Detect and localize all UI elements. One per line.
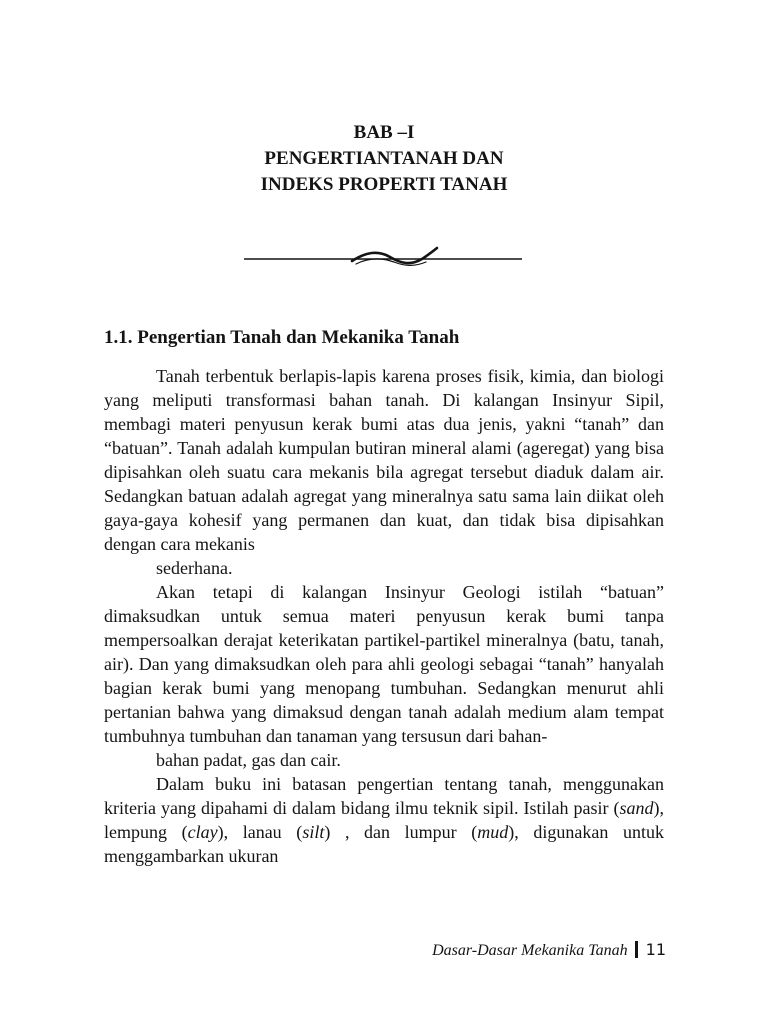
flourish-divider-icon xyxy=(244,240,522,274)
page-number: 11 xyxy=(645,940,666,959)
paragraph-3 xyxy=(104,772,664,868)
chapter-heading xyxy=(0,120,768,198)
running-title: Dasar-Dasar Mekanika Tanah xyxy=(432,942,628,959)
chapter-title-line-1: PENGERTIANTANAH DAN xyxy=(264,148,504,169)
paragraph-1-text: Tanah terbentuk berlapis-lapis karena proses fisik, kimia, dan biologi yang meliputi transformasi bahan tanah. Di kalangan Insinyur Sipil, membagi materi penyusun kerak bumi atas dua jenis, yakni “tanah” dan “batuan”. Tanah adalah kumpulan butiran mineral alami (ageregat) yang bisa dipisahkan oleh suatu cara mekanis bila agregat tersebut diaduk dalam air. Sedangkan batuan adalah agregat yang mineralnya satu sama lain diikat oleh gaya-gaya kohesif yang permanen dan kuat, dan tidak bisa dipisahkan dengan cara mekanis xyxy=(104,366,664,554)
term-silt: silt xyxy=(302,822,325,842)
paragraph-3-text-c: ), lanau ( xyxy=(217,822,303,842)
paragraph-1 xyxy=(104,364,664,580)
paragraph-2 xyxy=(104,580,664,772)
term-sand: sand xyxy=(619,798,654,818)
page-footer xyxy=(0,938,666,963)
chapter-number: BAB –I xyxy=(353,122,415,143)
paragraph-1-end: sederhana. xyxy=(156,558,233,578)
body-text xyxy=(104,364,664,868)
paragraph-3-text-b: ), lempung ( xyxy=(104,798,664,842)
chapter-title-line-2: INDEKS PROPERTI TANAH xyxy=(260,174,508,195)
paragraph-3-text-d: ) , dan lumpur ( xyxy=(324,822,478,842)
paragraph-3-text-e: ), digunakan untuk menggambarkan ukuran xyxy=(104,822,664,866)
term-clay: clay xyxy=(187,822,218,842)
paragraph-2-text: Akan tetapi di kalangan Insinyur Geologi istilah “batuan” dimaksudkan untuk semua materi penyusun kerak bumi tanpa mempersoalkan derajat keterikatan partikel-partikel mineralnya (batu, tanah, air). Dan yang dimaksudkan oleh para ahli geologi sebagai “tanah” hanyalah bagian kerak bumi yang menopang tumbuhan. Sedangkan menurut ahli pertanian bahwa yang dimaksud dengan tanah adalah medium alam tempat tumbuhnya tumbuhan dan tanaman yang tersusun dari bahan- xyxy=(104,582,664,746)
footer-separator xyxy=(635,941,638,958)
term-mud: mud xyxy=(477,822,509,842)
paragraph-2-end: bahan padat, gas dan cair. xyxy=(156,750,341,770)
section-title: 1.1. Pengertian Tanah dan Mekanika Tanah xyxy=(104,327,460,348)
paragraph-3-text-a: Dalam buku ini batasan pengertian tentang tanah, menggunakan kriteria yang dipahami di dalam bidang ilmu teknik sipil. Istilah pasir ( xyxy=(104,774,664,818)
